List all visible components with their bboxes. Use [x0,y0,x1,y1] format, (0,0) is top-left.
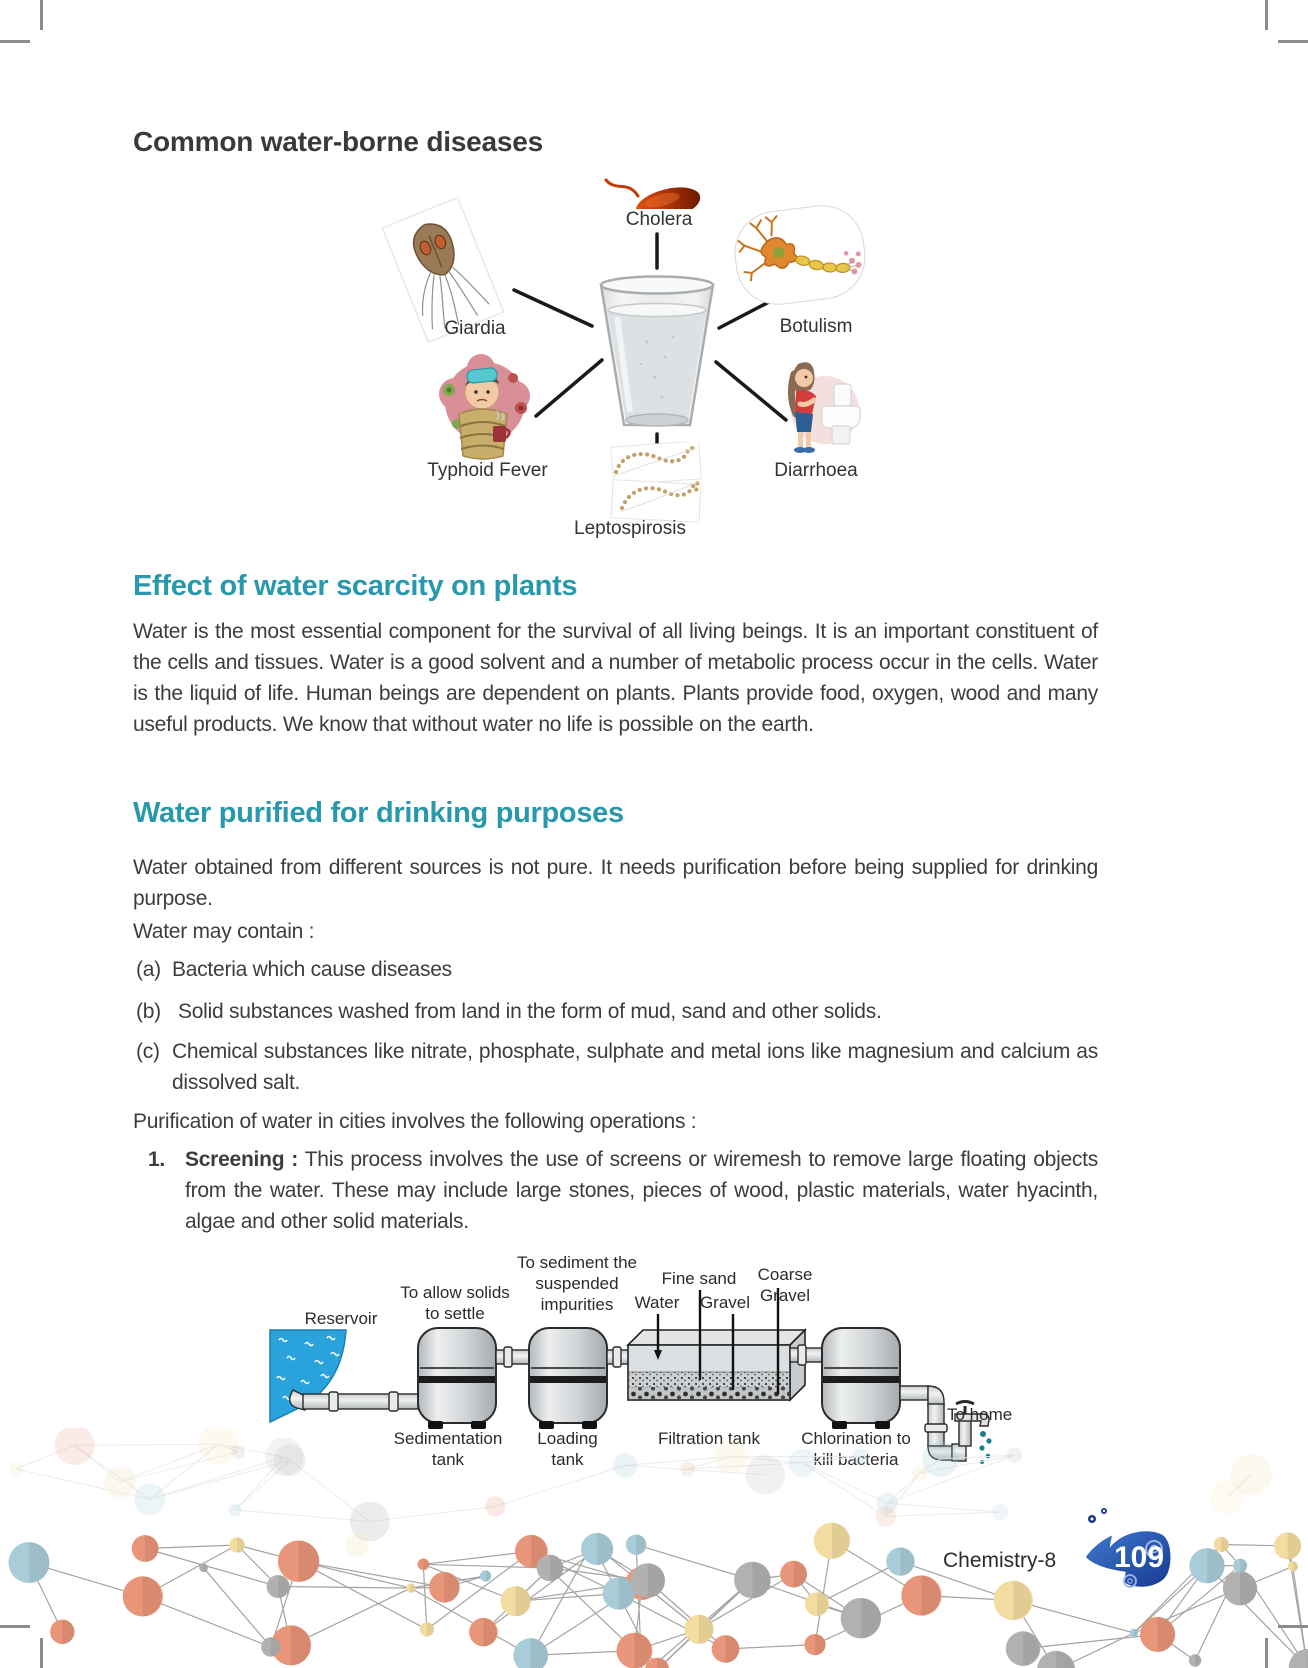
crop-mark [40,0,43,30]
water-may-contain-intro: Water may contain : [133,920,315,943]
step-text: This process involves the use of screens or wiremesh to remove large floating objects from the water. These may include large stones, pieces of wood, plastic materials, water hyacinth, algae and other solid materials. [185,1148,1098,1233]
diarrhoea-girl-icon [770,354,862,463]
loading-tank [529,1328,607,1429]
water-borne-diseases-diagram [380,160,880,555]
glass-of-water-icon [595,272,719,439]
crop-mark [40,1638,43,1668]
label-fine-sand: Fine sand [661,1269,737,1288]
sedimentation-tank [418,1328,496,1429]
label-gravel: Gravel [699,1293,751,1312]
crop-mark [1265,0,1268,30]
list-text: Chemical substances like nitrate, phosphate, sulphate and metal ions like magnesium and calcium as dissolved salt. [172,1040,1098,1094]
list-item-c [133,1036,1098,1098]
section-heading-water-purified: Water purified for drinking purposes [133,797,624,829]
page-title: Common water-borne diseases [133,126,544,157]
paragraph-water-purified: Water obtained from different sources is not pure. It needs purification before being supplied for drinking purpose. [133,856,1098,910]
disease-label-typhoid: Typhoid Fever [427,460,548,481]
crop-mark [1278,1625,1308,1628]
botulism-neuron-icon [730,200,870,309]
purification-intro: Purification of water in cities involves the following operations : [133,1110,697,1133]
disease-label-cholera: Cholera [616,209,702,230]
label-coarse-gravel: Coarse Gravel [757,1265,813,1305]
label-loading-tank: Loading tank [537,1429,598,1469]
list-marker: (a) [136,958,161,981]
label-sedimentation-tank: Sedimentation tank [393,1429,503,1469]
list-text: Solid substances washed from land in the form of mud, sand and other solids. [178,1000,882,1023]
typhoid-sick-child-icon [435,352,535,467]
step-screening [133,1144,1098,1237]
label-reservoir: Reservoir [304,1309,378,1328]
crop-mark [1278,40,1308,43]
book-title: Chemistry-8 [943,1549,1057,1572]
page-number: 109 [1114,1541,1165,1574]
list-text: Bacteria which cause diseases [172,958,452,981]
label-allow-solids: To allow solids to settle [400,1283,510,1323]
page-number-badge [1070,1505,1180,1610]
label-water: Water [634,1293,680,1312]
disease-label-diarrhoea: Diarrhoea [774,460,858,481]
list-marker: (c) [136,1040,160,1063]
list-item-b [133,996,1098,1027]
list-marker: (b) [136,1000,161,1023]
label-filtration-tank: Filtration tank [657,1429,761,1448]
step-number: 1. [148,1148,166,1171]
paragraph-water-scarcity: Water is the most essential component for the survival of all living beings. It is an important constituent of the cells and tissues. Water is a good solvent and a number of metabolic process occur in the cells. Water is the liquid of life. Human beings are dependent on plants. Plants provide food, oxygen, wood and many useful products. We know that without water no life is possible on the earth. [133,620,1098,736]
list-item-a [133,954,1098,985]
disease-label-botulism: Botulism [779,316,853,337]
disease-label-leptospirosis: Leptospirosis [574,518,686,539]
disease-label-giardia: Giardia [444,318,506,339]
label-sediment: To sediment the suspended impurities [517,1253,638,1314]
chlorination-tank [822,1328,900,1429]
step-term: Screening : [185,1148,299,1171]
label-to-home: To home [947,1405,1013,1424]
label-chlorination: Chlorination to kill bacteria [801,1429,911,1469]
crop-mark [1265,1638,1268,1668]
crop-mark [0,40,30,43]
crop-mark [0,1625,30,1628]
section-heading-water-scarcity: Effect of water scarcity on plants [133,570,578,602]
leptospirosis-bacteria-icon [608,442,704,529]
